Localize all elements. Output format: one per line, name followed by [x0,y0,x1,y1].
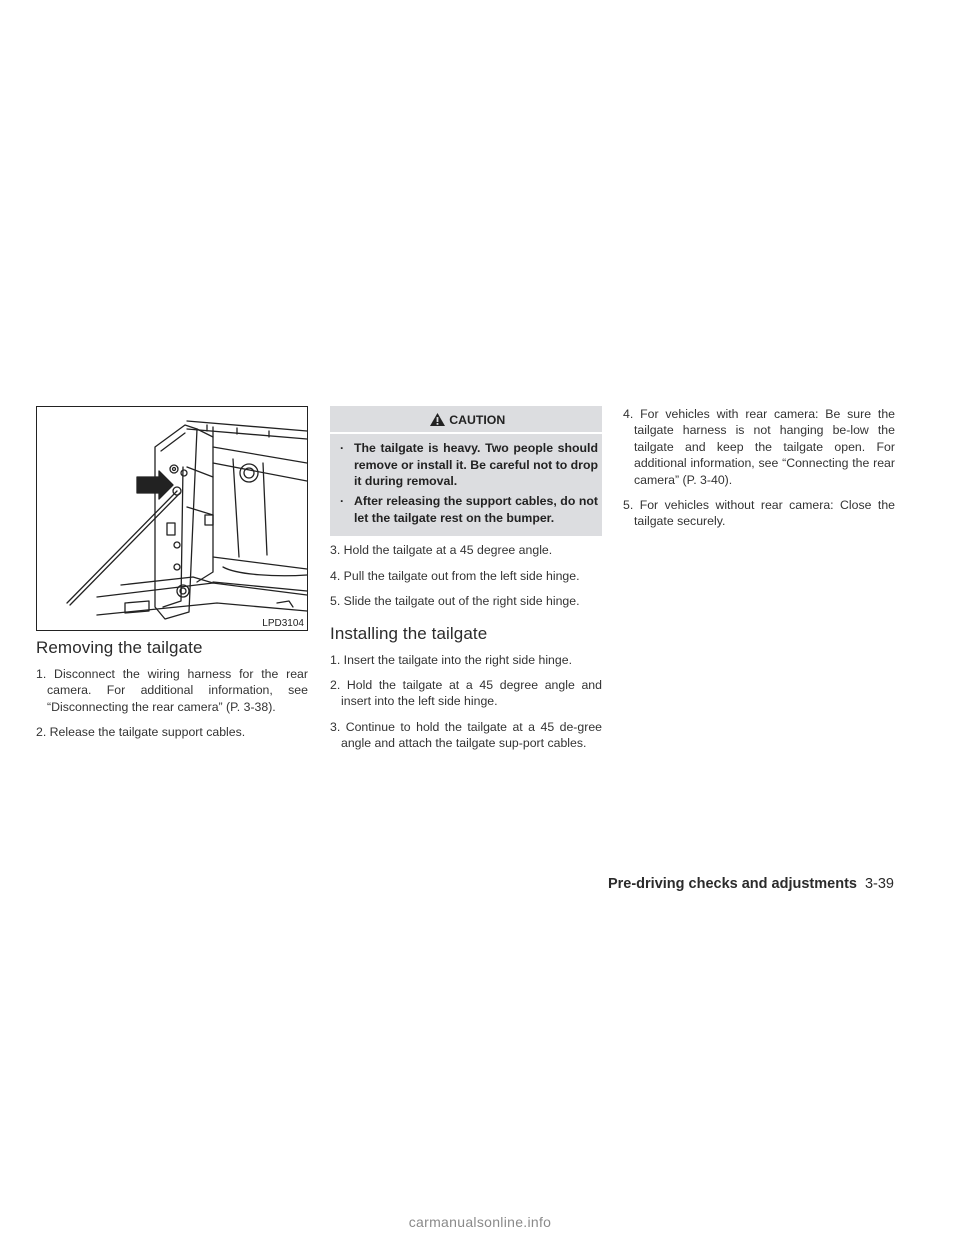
caution-item-text: The tailgate is heavy. Two people should remove or install it. Be careful not to drop it during removal. [354,441,598,489]
installing-steps [330,652,602,752]
caution-divider [330,432,602,434]
list-item: 2. Release the tailgate support cables. [36,725,246,740]
installing-heading: Installing the tailgate [330,623,488,643]
chapter-title: Pre-driving checks and adjustments [607,876,857,892]
tailgate-hinge-drawing [37,407,307,630]
middle-column [330,406,602,761]
tailgate-illustration [36,406,308,631]
removing-heading: Removing the tailgate [36,638,203,657]
list-item [336,440,598,489]
list-item: 2. Hold the tailgate at a 45 degree angle and insert into the left side hinge. [330,677,602,709]
list-item: 5. Slide the tailgate out of the right side hinge. [330,594,580,609]
caution-list [336,440,598,526]
list-item: 3. Hold the tailgate at a 45 degree angle. [330,543,553,558]
left-column [36,406,308,750]
caution-item-text: After releasing the support cables, do not let the tailgate rest on the bumper. [354,494,598,525]
bullet-icon: · [340,441,345,456]
right-column [623,406,895,539]
list-item [336,493,598,526]
list-item: 1. Insert the tailgate into the right side hinge. [330,652,572,667]
warning-icon [429,412,446,427]
removing-steps-continued [330,542,602,609]
list-item: 4. Pull the tailgate out from the left side hinge. [330,568,580,583]
list-item: 5. For vehicles without rear camera: Close the tailgate securely. [623,498,895,529]
bullet-icon: · [340,494,345,509]
removing-steps [36,666,308,741]
list-item: 3. Continue to hold the tailgate at a 45 de-gree angle and attach the tailgate sup-port cables. [330,719,602,751]
caution-box [330,406,602,536]
caution-header [336,409,598,432]
figure-code: LPD3104 [262,618,304,629]
list-item: 1. Disconnect the wiring harness for the rear camera. For additional information, see “Disconnecting the rear camera” (P. 3-38). [36,667,308,714]
watermark: carmanualsonline.info [408,1214,552,1230]
caution-title: CAUTION [449,412,506,427]
installing-steps-continued [623,406,895,530]
page-footer [608,876,894,892]
page-number: 3-39 [864,876,894,892]
list-item: 4. For vehicles with rear camera: Be sure the tailgate harness is not hanging be-low the tailgate and keep the tailgate open. For additional information, see “Connecting the rear camera” (P. 3-40). [623,407,895,487]
